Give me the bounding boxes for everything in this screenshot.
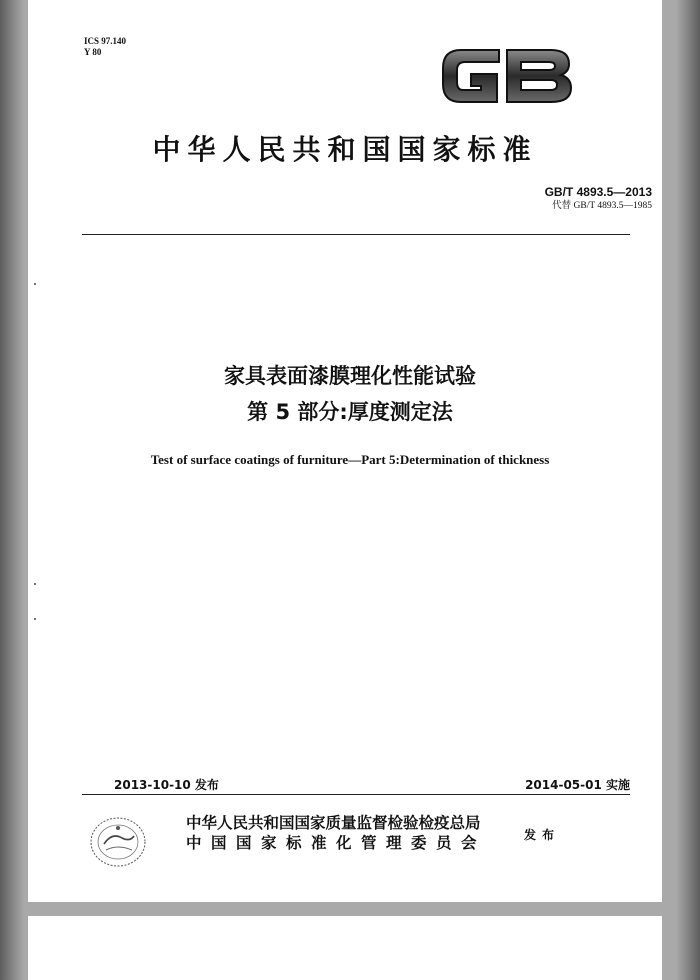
classification-codes [84,36,126,58]
standard-number-block [545,185,652,212]
ics-code: ICS 97.140 [84,36,127,46]
issuing-authorities [186,813,486,853]
issuer-sac: 中国国家标准化管理委员会 [186,834,487,852]
scan-speck [34,283,36,285]
publish-date: 2013-10-10 发布 [114,778,219,792]
gb-logo-icon [437,40,577,110]
next-page-preview [28,916,662,980]
english-title: Test of surface coatings of furniture—Part 5:Determination of thickness [150,452,550,467]
footer-divider [82,794,630,795]
ccs-code: Y 80 [84,47,102,57]
chinese-title-line-2: 第 5 部分:厚度测定法 [247,400,453,424]
scan-speck [34,583,36,585]
standard-number: GB/T 4893.5—2013 [544,185,652,199]
scan-speck [34,618,36,620]
issuer-aqsiq: 中华人民共和国国家质量监督检验检疫总局 [186,814,481,832]
implement-date: 2014-05-01 实施 [525,778,630,792]
anti-counterfeit-seal-icon [88,814,148,870]
chinese-title-line-1: 家具表面漆膜理化性能试验 [224,364,476,388]
header-divider [82,234,630,235]
dates-row [82,776,630,792]
issue-label: 发布 [524,828,561,842]
replaced-standard: 代替 GB/T 4893.5—1985 [552,201,652,211]
standard-type-heading: 中华人民共和国国家标准 [152,133,538,166]
